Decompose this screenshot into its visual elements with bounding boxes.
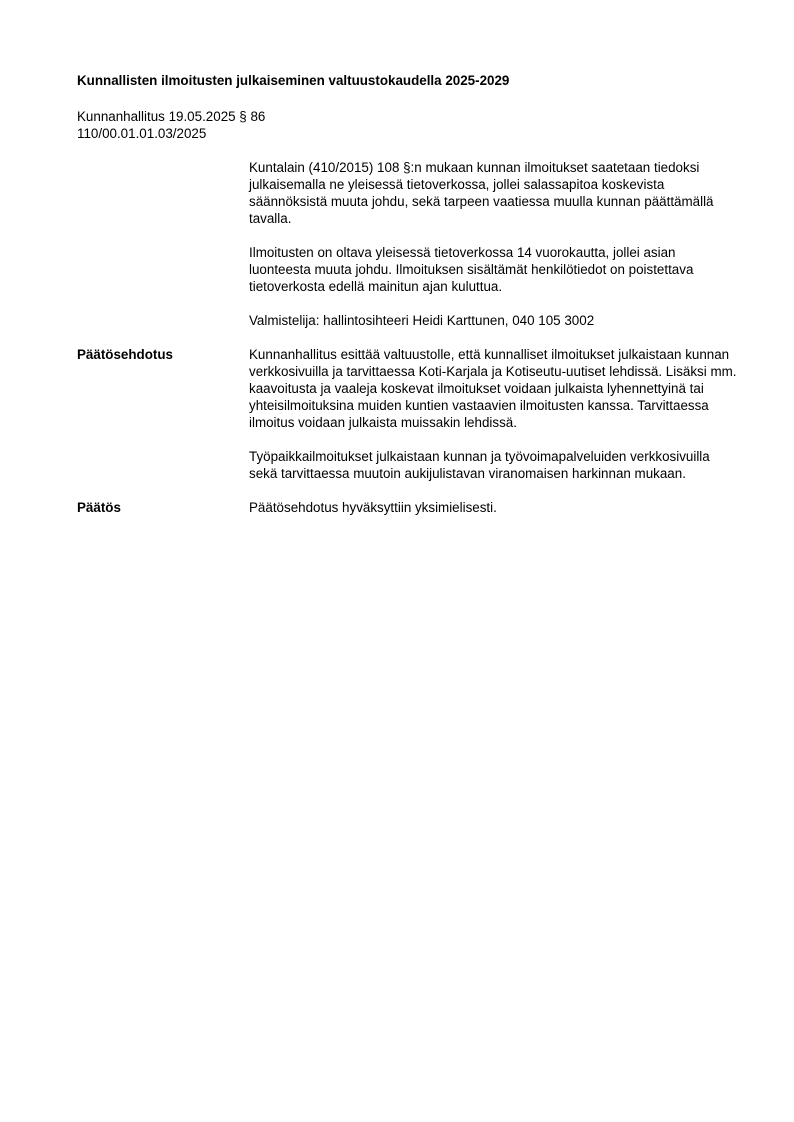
meeting-reference: Kunnanhallitus 19.05.2025 § 86 [77, 109, 266, 124]
preparer-line: Valmistelija: hallintosihteeri Heidi Karttunen, 040 105 3002 [249, 313, 595, 328]
proposal-section [77, 346, 742, 499]
meeting-info [77, 108, 742, 142]
decision-content [249, 499, 739, 533]
background-content [249, 159, 739, 346]
background-label [77, 159, 249, 346]
proposal-paragraph: Työpaikkailmoitukset julkaistaan kunnan ja työvoimapalveluiden verkkosivuilla sekä tarvittaessa muutoin aukijulistavan viranomaisen harkinnan mukaan. [249, 449, 710, 481]
background-paragraph: Kuntalain (410/2015) 108 §:n mukaan kunnan ilmoitukset saatetaan tiedoksi julkaisemalla ne yleisessä tietoverkossa, jollei salassapitoa koskevista säännöksistä muuta johdu, sekä tarpeen vaatiessa muulla kunnan päättämällä tavalla. [249, 160, 714, 226]
document-page [77, 72, 742, 533]
proposal-label: Päätösehdotus [77, 347, 173, 362]
document-title: Kunnallisten ilmoitusten julkaiseminen valtuustokaudella 2025-2029 [77, 73, 510, 88]
proposal-paragraph: Kunnanhallitus esittää valtuustolle, että kunnalliset ilmoitukset julkaistaan kunnan verkkosivuilla ja tarvittaessa Koti-Karjala ja Kotiseutu-uutiset lehdissä. Lisäksi mm. kaavoitusta ja vaaleja koskevat ilmoitukset voidaan julkaista lyhennettyinä tai yhteisilmoituksina muiden kuntien vastaavien ilmoitusten kanssa. Tarvittaessa ilmoitus voidaan julkaista muissakin lehdissä. [249, 347, 737, 430]
decision-section [77, 499, 742, 533]
background-paragraph: Ilmoitusten on oltava yleisessä tietoverkossa 14 vuorokautta, jollei asian luonteesta muuta johdu. Ilmoituksen sisältämät henkilötiedot on poistettava tietoverkosta edellä mainitun ajan kuluttua. [249, 245, 694, 294]
decision-label: Päätös [77, 500, 121, 515]
record-number: 110/00.01.01.03/2025 [77, 126, 207, 141]
proposal-content [249, 346, 739, 499]
background-section [77, 159, 742, 346]
decision-paragraph: Päätösehdotus hyväksyttiin yksimielisesti. [249, 500, 497, 515]
